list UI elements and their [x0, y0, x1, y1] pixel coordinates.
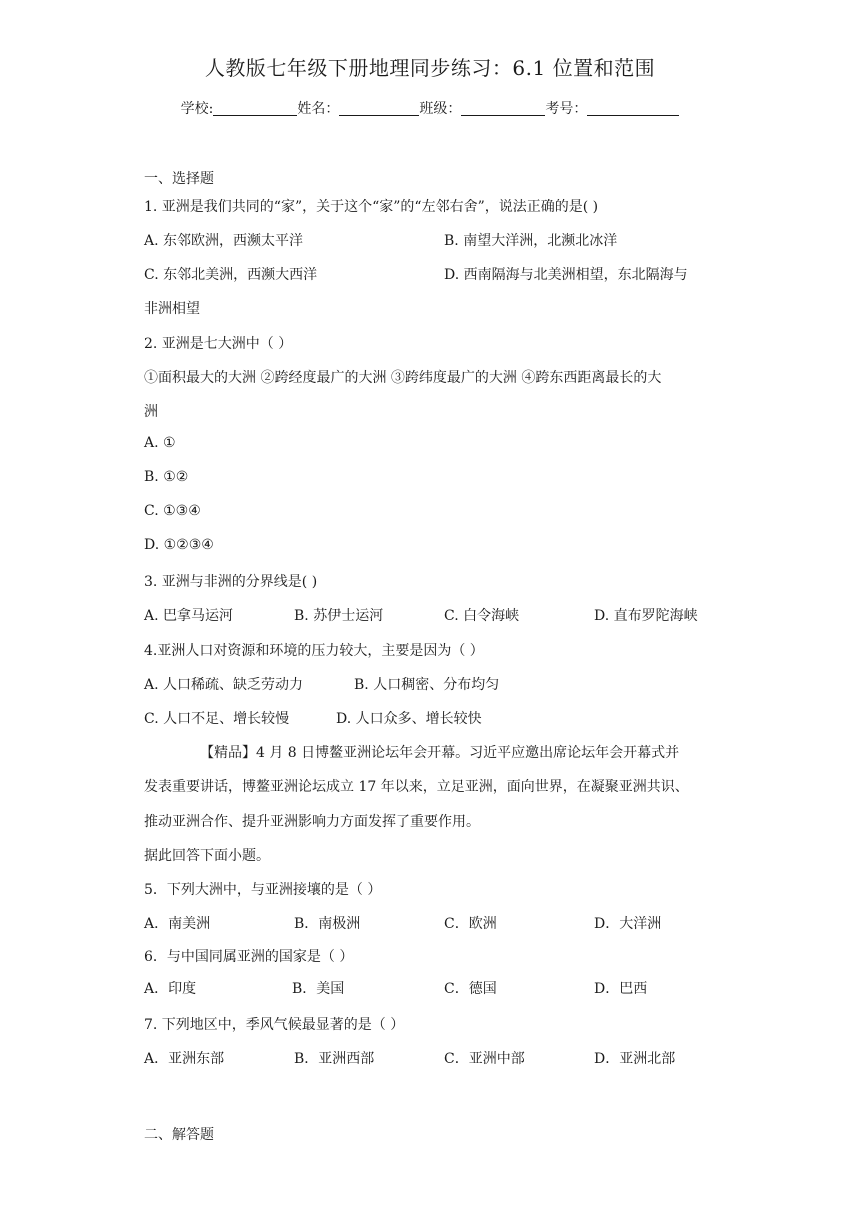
name-label: 姓名：: [297, 101, 340, 117]
question-7-option-d[interactable]: D．亚洲北部: [594, 1051, 676, 1067]
question-6-option-d[interactable]: D．巴西: [594, 981, 648, 997]
question-7-option-a[interactable]: A．亚洲东部: [144, 1051, 225, 1067]
question-1-option-d[interactable]: D. 西南隔海与北美洲相望，东北隔海与: [444, 267, 688, 283]
question-2-stem: 2. 亚洲是七大洲中（ ）: [144, 336, 293, 352]
question-6-option-c[interactable]: C．德国: [444, 981, 497, 997]
student-info-row: [0, 98, 860, 118]
question-3-option-a[interactable]: A. 巴拿马运河: [144, 608, 234, 624]
question-2-option-c[interactable]: C. ①③④: [144, 503, 201, 519]
question-2-option-d[interactable]: D. ①②③④: [144, 537, 214, 553]
question-2-option-b[interactable]: B. ①②: [144, 469, 189, 485]
question-3-option-c[interactable]: C. 白令海峡: [444, 608, 520, 624]
class-blank[interactable]: [461, 101, 545, 116]
question-6-option-a[interactable]: A．印度: [144, 981, 197, 997]
question-4-option-b[interactable]: B. 人口稠密、分布均匀: [354, 677, 500, 693]
question-1-option-d-cont: 非洲相望: [144, 301, 200, 317]
question-1-option-b[interactable]: B. 南望大洋洲，北濒北冰洋: [444, 233, 618, 249]
question-7-stem: 7. 下列地区中，季风气候最显著的是（ ）: [144, 1017, 405, 1033]
question-5-option-a[interactable]: A．南美洲: [144, 916, 211, 932]
question-3-stem: 3. 亚洲与非洲的分界线是( ): [144, 574, 318, 590]
question-4-stem: 4.亚洲人口对资源和环境的压力较大，主要是因为（ ）: [144, 643, 484, 659]
school-label: 学校:: [180, 101, 214, 117]
question-3-option-b[interactable]: B. 苏伊士运河: [294, 608, 384, 624]
question-3-option-d[interactable]: D. 直布罗陀海峡: [594, 608, 698, 624]
exam-no-label: 考号：: [545, 101, 588, 117]
question-2-statements-cont: 洲: [144, 404, 158, 420]
question-2-option-a[interactable]: A. ①: [144, 435, 176, 451]
question-1-option-a[interactable]: A. 东邻欧洲，西濒太平洋: [144, 233, 304, 249]
question-4-option-a[interactable]: A. 人口稀疏、缺乏劳动力: [144, 677, 304, 693]
passage-instruction: 据此回答下面小题。: [144, 848, 270, 864]
question-4-option-c[interactable]: C. 人口不足、增长较慢: [144, 711, 290, 727]
name-blank[interactable]: [339, 101, 419, 116]
question-5-option-d[interactable]: D．大洋洲: [594, 916, 662, 932]
question-5-stem: 5．下列大洲中，与亚洲接壤的是（ ）: [144, 882, 382, 898]
question-5-option-c[interactable]: C．欧洲: [444, 916, 497, 932]
question-7-option-c[interactable]: C．亚洲中部: [444, 1051, 525, 1067]
question-6-option-b[interactable]: B．美国: [292, 981, 345, 997]
question-2-statements: ①面积最大的大洲 ②跨经度最广的大洲 ③跨纬度最广的大洲 ④跨东西距离最长的大: [144, 370, 662, 386]
school-blank[interactable]: [213, 101, 297, 116]
page-title: 人教版七年级下册地理同步练习：6.1 位置和范围: [204, 56, 656, 80]
question-4-option-d[interactable]: D. 人口众多、增长较快: [336, 711, 482, 727]
section-heading-answer: 二、解答题: [144, 1127, 214, 1143]
passage-line-2: 发表重要讲话，博鳌亚洲论坛成立 17 年以来，立足亚洲，面向世界，在凝聚亚洲共识、: [144, 779, 689, 795]
exam-no-blank[interactable]: [587, 101, 679, 116]
question-5-option-b[interactable]: B．南极洲: [294, 916, 361, 932]
class-label: 班级：: [419, 101, 462, 117]
section-heading-choice: 一、选择题: [144, 171, 214, 187]
question-7-option-b[interactable]: B．亚洲西部: [294, 1051, 375, 1067]
question-6-stem: 6．与中国同属亚洲的国家是（ ）: [144, 949, 354, 965]
question-1-option-c[interactable]: C. 东邻北美洲，西濒大西洋: [144, 267, 318, 283]
passage-line-1: 【精品】4 月 8 日博鳌亚洲论坛年会开幕。习近平应邀出席论坛年会开幕式并: [200, 745, 680, 761]
passage-line-3: 推动亚洲合作、提升亚洲影响力方面发挥了重要作用。: [144, 814, 480, 830]
question-1-stem: 1. 亚洲是我们共同的“家”，关于这个“家”的“左邻右舍”，说法正确的是( ): [144, 199, 599, 215]
